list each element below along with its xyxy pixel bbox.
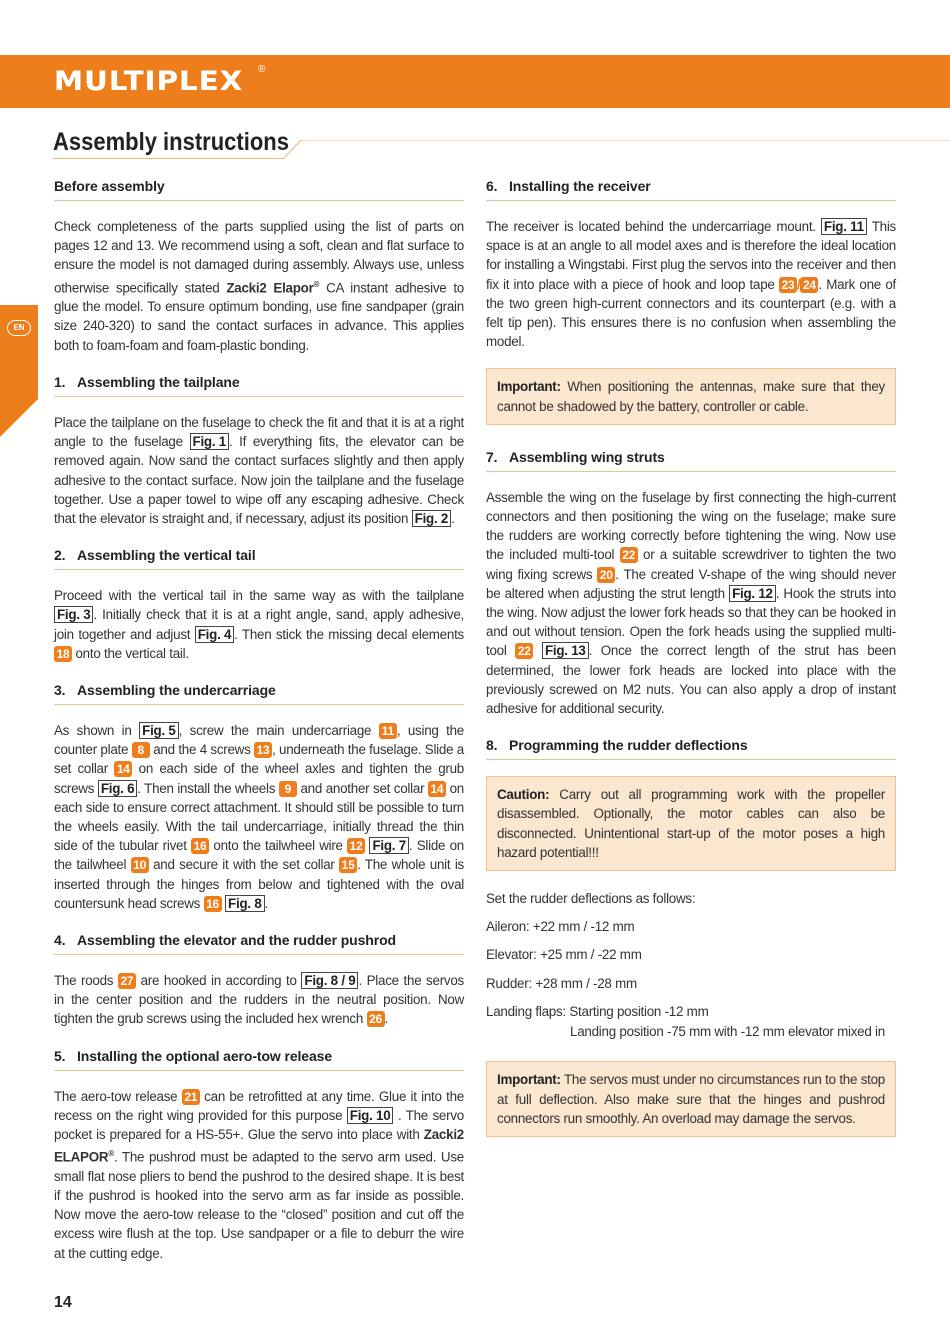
part-number-badge: 15 [339,857,357,873]
heading-text: Installing the receiver [509,178,651,194]
section-heading-6 [486,176,896,201]
box-text: Carry out all programming work with the propeller disassembled. Optionally, the motor cables can also be disconnected. Unintentional start-up of the motor poses a high hazard potential!!! [497,787,885,860]
paragraph-elevator-pushrod [54,971,464,1029]
left-column [54,176,464,1280]
figure-reference: Fig. 13 [542,642,589,659]
text: or a suitable screwdriver to tighten the two wing fixing screws [486,547,897,582]
text: , screw the main undercarriage [178,722,379,738]
section-number: 6. [486,178,498,194]
text: . If everything fits, the elevator can be removed again. Now sand the contact surfaces slightly and then apply adhesive to the contact surface. Now join the tailplane and the fuselage together. Use a paper towel to wipe off any escaping adhesive. Check that the elevator is straight and, if necessary, adjust its position [54,434,464,526]
part-number-badge: 14 [428,781,446,797]
part-number-badge: 22 [515,643,533,659]
part-number-badge: 8 [132,742,150,758]
section-heading-4 [54,930,464,955]
text: , underneath the fuselage. Slide a set collar [54,742,464,777]
text: onto the tailwheel wire [209,838,348,854]
heading-text: Before assembly [54,178,165,194]
part-number-badge: 24 [800,277,818,293]
paragraph-receiver [486,217,896,351]
deflection-rudder: Rudder: +28 mm / -28 mm [486,975,637,991]
text: As shown in [54,722,140,738]
text: and the 4 screws [149,742,255,758]
multiplex-logo: MULTIPLEX [54,66,244,97]
text: are hooked in according to [135,972,302,988]
section-heading-3 [54,680,464,705]
page-number: 14 [54,1294,72,1311]
deflection-intro: Set the rudder deflections as follows: [486,891,696,907]
text: Proceed with the vertical tail in the same way as with the tailplane [54,588,464,604]
registered-mark: ® [258,64,266,75]
section-number: 1. [54,373,66,390]
text: This space is at an angle to all model axes and is therefore the ideal location for installing a Wingstabi. First plug the servos into the receiver and then fix it into place with a piece of hook and loop tape [486,219,897,292]
part-number-badge: 22 [620,547,638,563]
text: . Slide on the tailwheel [54,838,464,873]
text: CA instant adhesive to glue the model. To ensure optimum bonding, use fine sandpaper (grain size 240-320) to sand the contact surfaces in advance. This applies both to foam-foam and foam-plastic bonding. [54,280,464,353]
paragraph-before [54,217,464,355]
figure-reference: Fig. 2 [412,510,451,527]
heading-text: Assembling the undercarriage [77,681,276,698]
deflection-aileron: Aileron: +22 mm / -12 mm [486,919,635,935]
text: can be retrofitted at any time. Glue it into the recess on the right wing provided for this purpose [54,1088,464,1123]
part-number-badge: 27 [118,973,136,989]
text [533,643,542,658]
paragraph-tailplane [54,413,464,528]
text: . [264,895,268,911]
section-number: 5. [54,1047,66,1064]
text: Check completeness of the parts supplied using the list of parts on pages 12 and 13. We recommend using a soft, clean and flat surface to ensure the model is not damaged during assembly. Always use, unless otherwise specifically stated [54,219,464,296]
badge-separator: / [796,276,801,292]
figure-reference: Fig. 8 / 9 [301,972,358,989]
text: . The whole unit is inserted through the hinges from below and tightened with the oval countersunk head screws [54,857,464,911]
section-heading-before [54,176,464,201]
figure-reference: Fig. 3 [54,606,93,623]
text: , using the counter plate [54,722,465,758]
heading-text: Programming the rudder deflections [509,737,748,754]
section-number: 7. [486,448,498,465]
figure-reference: Fig. 5 [139,722,178,739]
part-number-badge: 18 [54,646,72,662]
part-number-badge: 12 [347,838,365,854]
figure-reference: Fig. 1 [190,433,229,450]
part-number-badge: 20 [597,567,615,583]
page-title: Assembly instructions [53,128,289,156]
text: . [384,1011,389,1027]
deflection-flaps-start: Landing flaps: Starting position -12 mm [486,1003,709,1019]
part-number-badge: 9 [279,781,297,797]
important-box-antennas [486,368,896,424]
text: and secure it with the set collar [148,857,340,873]
box-text: The servos must under no circumstances run to the stop at full deflection. Also make sure that the hinges and pushrod connectors run smoothly. An overload may damage the servos. [497,1072,885,1126]
figure-reference: Fig. 7 [369,837,408,854]
heading-text: Assembling the tailplane [77,373,240,390]
section-heading-7 [486,447,896,472]
section-number: 2. [54,547,66,564]
right-column [486,176,896,1155]
title-rule-diagonal [283,140,950,159]
part-number-badge: 16 [191,838,209,854]
text: on each side of the wheel axles and tighten the grub screws [54,761,464,796]
box-label: Important: [497,379,561,395]
part-number-badge: 26 [367,1011,385,1027]
part-number-badge: 14 [114,761,132,777]
part-number-badge: 23 [779,277,797,293]
paragraph-wing-struts [486,488,896,718]
product-name: Zacki2 ELAPOR [54,1126,464,1165]
figure-reference: Fig. 10 [347,1107,394,1124]
text: . Once the correct length of the strut has been determined, the lower fork heads are locked into place with the previously screwed on M2 nuts. You can also apply a drop of instant adhesive for additional security. [486,643,897,717]
heading-text: Assembling the vertical tail [77,547,256,564]
part-number-badge: 11 [379,723,397,739]
part-number-badge: 10 [131,857,149,873]
registered-mark: ® [108,1149,114,1159]
figure-reference: Fig. 12 [729,585,776,602]
text: Place the tailplane on the fuselage to check the fit and that it is at a right angle to the fuselage [54,414,464,450]
part-number-badge: 21 [182,1089,200,1105]
figure-reference: Fig. 4 [195,626,234,643]
figure-reference: Fig. 6 [98,780,137,797]
product-name: Zacki2 Elapor [226,280,314,296]
part-number-badge: 13 [254,742,272,758]
text: . Place the servos in the center position and the rudders in the neutral position. Now tighten the grub screws using the included hex wrench [54,972,465,1027]
text: The roods [54,972,118,988]
section-heading-5 [54,1046,464,1071]
heading-text: Assembling wing struts [509,448,665,465]
text: . Mark one of the two green high-current connectors and its counterpart (e.g. with a felt tip pen). This ensures there is no confusion when assembling the model. [486,276,897,350]
section-heading-1 [54,372,464,397]
text: and another set collar [296,780,428,796]
text: . [451,510,455,526]
part-number-badge: 16 [204,896,222,912]
text: The receiver is located behind the undercarriage mount. [486,219,821,234]
paragraph-vertical-tail [54,586,464,663]
section-number: 3. [54,681,66,698]
text: The aero-tow release [54,1088,182,1104]
paragraph-aero-tow [54,1087,464,1263]
text: onto the vertical tail. [72,645,189,661]
text: Assemble the wing on the fuselage by first connecting the high-current connectors and then positioning the wing on the fuselage; make sure the rudders are working correctly before tightening the wing. Now use the included multi-tool [486,489,896,563]
text: . The created V-shape of the wing should never be altered when adjusting the strut length [486,566,896,601]
paragraph-undercarriage [54,721,464,913]
figure-reference: Fig. 8 [225,895,264,912]
text: . Then stick the missing decal elements [234,626,464,642]
box-label: Important: [497,1072,561,1088]
language-tab-label: EN [7,320,31,336]
deflection-flaps-landing: Landing position -75 mm with -12 mm elevator mixed in [570,1024,885,1040]
box-label: Caution: [497,787,550,803]
text: . Then install the wheels [137,780,279,796]
heading-text: Installing the optional aero-tow release [77,1047,333,1064]
text: . Initially check that it is at a right angle, sand, apply adhesive, join together and adjust [54,607,464,642]
text: . Hook the struts into the wing. Now adjust the lower fork heads so that they can be hooked in and out without tension. Open the fork heads using the supplied multi-tool [486,585,896,659]
section-heading-8 [486,735,896,760]
section-number: 4. [54,931,66,948]
title-underline [53,158,283,159]
box-text: When positioning the antennas, make sure that they cannot be shadowed by the battery, controller or cable. [497,379,885,414]
caution-box [486,776,896,871]
registered-mark: ® [313,279,320,289]
figure-reference: Fig. 11 [821,218,867,235]
text: on each side to ensure correct attachment. It should still be possible to turn the wheels easily. With the tail undercarriage, initially thread the thin side of the tubular rivet [54,780,464,854]
heading-text: Assembling the elevator and the rudder pushrod [77,931,397,948]
important-box-servos [486,1061,896,1137]
text: . The pushrod must be adapted to the servo arm used. Use small flat nose pliers to bend the pushrod to the desired shape. It is best if the pushrod is hooked into the servo arm as far inside as possible. Now move the aero-tow release to the “closed” position and cut off the excess wire flush at the top. Use sandpaper or a file to deburr the wire at the cutting edge. [54,1149,464,1261]
deflection-elevator: Elevator: +25 mm / -22 mm [486,947,642,963]
text: . The servo pocket is prepared for a HS-55+. Glue the servo into place with [54,1107,464,1142]
section-heading-2 [54,545,464,570]
section-number: 8. [486,737,498,754]
